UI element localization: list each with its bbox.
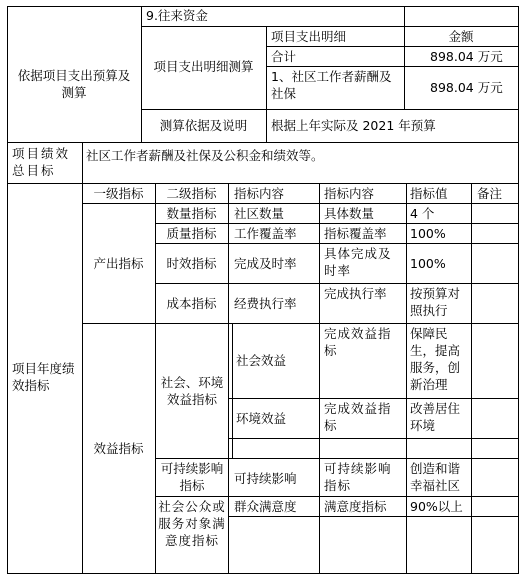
budget-basis-label: 依据项目支出预算及测算 xyxy=(17,68,131,100)
total-label: 合计 xyxy=(271,49,297,64)
row-line xyxy=(228,398,519,399)
social-content: 社会效益 xyxy=(236,353,287,368)
env-detail: 完成效益指标 xyxy=(324,401,392,433)
satisfaction-value: 90%以上 xyxy=(410,499,463,514)
env-value: 改善居住环境 xyxy=(410,401,461,433)
perf-label: 项目年度绩效指标 xyxy=(12,361,75,393)
timeliness-value: 100% xyxy=(410,256,446,271)
quantity-content: 社区数量 xyxy=(234,206,285,221)
col-line-inner xyxy=(232,323,233,458)
header-value: 指标值 xyxy=(410,186,448,201)
col-line xyxy=(404,6,405,110)
row-line xyxy=(155,458,519,459)
sustain-label: 可持续影响指标 xyxy=(160,461,224,493)
social-env-label: 社会、环境效益指标 xyxy=(160,375,224,407)
total-amount: 898.04 万元 xyxy=(430,49,503,64)
row-line xyxy=(141,109,519,110)
header-level2: 二级指标 xyxy=(166,186,217,201)
sustain-content: 可持续影响 xyxy=(234,471,297,486)
row-line xyxy=(228,438,519,439)
row-line xyxy=(266,66,519,67)
table-border-right xyxy=(518,6,519,574)
quality-detail: 指标覆盖率 xyxy=(324,226,387,241)
quality-label: 质量指标 xyxy=(166,226,217,241)
timeliness-content: 完成及时率 xyxy=(234,256,297,271)
item1-label: 1、社区工作者薪酬及社保 xyxy=(271,69,392,101)
col-header-detail: 项目支出明细 xyxy=(271,29,347,44)
col-line xyxy=(471,183,472,574)
table-border-left xyxy=(7,6,8,574)
quality-content: 工作覆盖率 xyxy=(234,226,297,241)
row-line xyxy=(155,496,519,497)
row-line xyxy=(82,323,519,324)
social-value: 保障民生，提高服务，创新治理 xyxy=(410,326,461,392)
cost-label: 成本指标 xyxy=(166,296,217,311)
satisfaction-label: 社会公众或服务对象满意度指标 xyxy=(158,499,226,548)
timeliness-detail: 具体完成及时率 xyxy=(324,246,392,278)
timeliness-label: 时效指标 xyxy=(166,256,217,271)
col-line xyxy=(319,183,320,574)
quality-value: 100% xyxy=(410,226,446,241)
social-detail: 完成效益指标 xyxy=(324,326,392,358)
env-content: 环境效益 xyxy=(236,411,287,426)
goal-label: 项目绩效总目标 xyxy=(12,146,71,178)
header-content2: 指标内容 xyxy=(324,186,375,201)
basis-value: 根据上年实际及 2021 年预算 xyxy=(271,118,436,133)
cost-content: 经费执行率 xyxy=(234,296,297,311)
col-line xyxy=(228,183,229,574)
cost-detail: 完成执行率 xyxy=(324,286,387,301)
col-header-amount: 金额 xyxy=(448,29,474,44)
output-label: 产出指标 xyxy=(93,256,144,271)
item1-amount: 898.04 万元 xyxy=(430,80,503,95)
row-line xyxy=(82,203,519,204)
header-note: 备注 xyxy=(477,186,503,201)
sustain-value: 创造和谐幸福社区 xyxy=(410,461,461,493)
row-line xyxy=(266,46,519,47)
expense-detail-label: 项目支出明细测算 xyxy=(153,59,254,74)
row-line xyxy=(141,26,519,27)
satisfaction-content: 群众满意度 xyxy=(234,499,297,514)
row-line xyxy=(155,223,519,224)
quantity-value: 4 个 xyxy=(410,206,435,221)
table-border-bottom xyxy=(7,573,519,574)
satisfaction-detail: 满意度指标 xyxy=(324,499,387,514)
goal-value: 社区工作者薪酬及社保及公积金和绩效等。 xyxy=(86,148,324,163)
col-line xyxy=(266,26,267,143)
col-line xyxy=(406,183,407,574)
header-level1: 一级指标 xyxy=(93,186,144,201)
table-border-top xyxy=(7,6,519,7)
col-line xyxy=(82,142,83,574)
cost-value: 按预算对照执行 xyxy=(410,286,461,318)
quantity-detail: 具体数量 xyxy=(324,206,375,221)
section-title: 9.往来资金 xyxy=(146,8,208,23)
row-line xyxy=(155,283,519,284)
quantity-label: 数量指标 xyxy=(166,206,217,221)
basis-label: 测算依据及说明 xyxy=(159,118,248,133)
sustain-detail: 可持续影响指标 xyxy=(324,461,392,493)
header-content1: 指标内容 xyxy=(234,186,285,201)
row-line xyxy=(228,516,519,517)
row-line xyxy=(7,183,519,184)
benefit-label: 效益指标 xyxy=(93,441,144,456)
row-line xyxy=(7,142,519,143)
row-line xyxy=(155,243,519,244)
